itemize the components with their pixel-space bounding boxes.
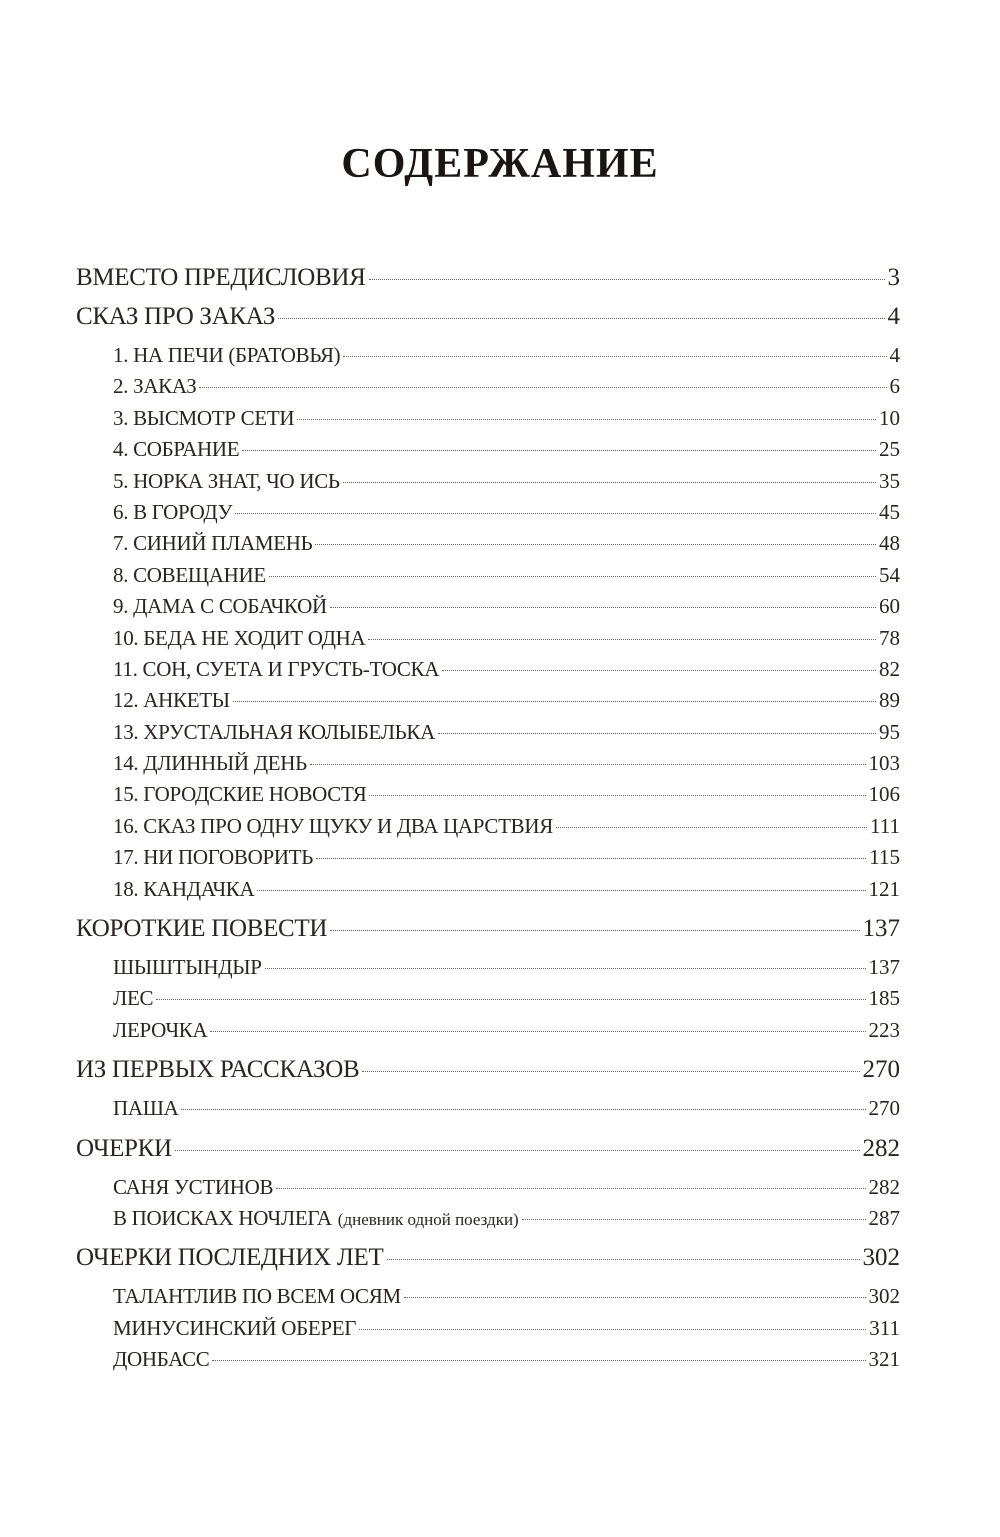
entry-page-number: 35 (879, 468, 900, 493)
entry-title: 11. СОН, СУЕТА И ГРУСТЬ-ТОСКА (113, 656, 440, 681)
entry-page-number: 54 (879, 562, 900, 587)
entry-page-number: 115 (869, 845, 900, 870)
entry-title: ТАЛАНТЛИВ ПО ВСЕМ ОСЯМ (113, 1284, 401, 1309)
entry-page-number: 3 (887, 264, 900, 291)
entry-page-number: 302 (868, 1284, 900, 1309)
dot-leader (175, 1150, 860, 1151)
entry-title: 3. ВЫСМОТР СЕТИ (113, 405, 295, 430)
toc-chapter-entry (76, 983, 900, 1014)
entry-page-number: 137 (868, 955, 900, 980)
toc-chapter-entry (76, 1344, 900, 1375)
dot-leader (210, 1031, 865, 1032)
toc-chapter-entry (76, 779, 900, 810)
entry-page-number: 121 (868, 876, 900, 901)
entry-title: 10. БЕДА НЕ ХОДИТ ОДНА (113, 625, 366, 650)
dot-leader (359, 1329, 866, 1330)
entry-title: ОЧЕРКИ ПОСЛЕДНИХ ЛЕТ (76, 1244, 384, 1272)
dot-leader (269, 576, 876, 577)
toc-chapter-entry (76, 623, 900, 654)
entry-page-number: 6 (889, 374, 900, 399)
dot-leader (233, 701, 876, 702)
dot-leader (404, 1297, 866, 1298)
toc-chapter-entry (76, 1203, 900, 1234)
dot-leader (343, 356, 886, 357)
toc-chapter-entry (76, 403, 900, 434)
entry-title: ЛЕРОЧКА (113, 1017, 208, 1042)
toc-chapter-entry (76, 748, 900, 779)
entry-title: 8. СОВЕЩАНИЕ (113, 562, 266, 587)
entry-title: ШЫШТЫНДЫР (113, 955, 262, 980)
entry-page-number: 270 (868, 1096, 900, 1121)
toc-chapter-entry (76, 654, 900, 685)
dot-leader (278, 318, 884, 319)
entry-title: 9. ДАМА С СОБАЧКОЙ (113, 594, 327, 619)
toc-section-entry (76, 1242, 900, 1273)
entry-title: ДОНБАСС (113, 1347, 210, 1372)
dot-leader (199, 387, 886, 388)
entry-title: 16. СКАЗ ПРО ОДНУ ЩУКУ И ДВА ЦАРСТВИЯ (113, 813, 553, 838)
entry-page-number: 4 (889, 343, 900, 367)
dot-leader (181, 1109, 865, 1110)
entry-title: 4. СОБРАНИЕ (113, 437, 240, 462)
entry-page-number: 82 (879, 656, 900, 681)
toc-chapter-entry (76, 1093, 900, 1124)
toc-chapter-entry (76, 842, 900, 873)
toc-chapter-entry (76, 1281, 900, 1312)
entry-page-number: 78 (879, 625, 900, 650)
dot-leader (438, 733, 876, 734)
entry-title: МИНУСИНСКИЙ ОБЕРЕГ (113, 1315, 357, 1340)
dot-leader (242, 450, 876, 451)
toc-chapter-entry (76, 1015, 900, 1046)
toc-chapter-entry (76, 1172, 900, 1203)
dot-leader (362, 1071, 859, 1072)
dot-leader (369, 279, 885, 280)
entry-title: 5. НОРКА ЗНАТ, ЧО ИСЬ (113, 468, 340, 493)
toc-section-entry (76, 262, 900, 293)
entry-title: 18. КАНДАЧКА (113, 876, 255, 901)
entry-page-number: 185 (868, 986, 900, 1011)
entry-page-number: 302 (862, 1244, 900, 1272)
entry-page-number: 103 (868, 751, 900, 776)
entry-page-number: 48 (879, 531, 900, 556)
dot-leader (315, 544, 876, 545)
entry-page-number: 95 (879, 719, 900, 744)
dot-leader (276, 1188, 865, 1189)
entry-page-number: 111 (870, 813, 900, 838)
dot-leader (297, 419, 876, 420)
toc-chapter-entry (76, 1313, 900, 1344)
toc-chapter-entry (76, 497, 900, 528)
toc-section-entry (76, 1054, 900, 1085)
entry-title: ВМЕСТО ПРЕДИСЛОВИЯ (76, 264, 366, 291)
entry-title: САНЯ УСТИНОВ (113, 1174, 274, 1199)
entry-note: (дневник одной поездки) (337, 1209, 519, 1229)
entry-title: ЛЕС (113, 986, 154, 1011)
entry-title: СКАЗ ПРО ЗАКАЗ (76, 303, 276, 330)
dot-leader (212, 1360, 865, 1361)
entry-page-number: 25 (879, 437, 900, 462)
entry-page-number: 282 (868, 1174, 900, 1199)
entry-title: 7. СИНИЙ ПЛАМЕНЬ (113, 531, 313, 556)
dot-leader (257, 890, 865, 891)
entry-page-number: 321 (868, 1347, 900, 1372)
dot-leader (556, 827, 867, 828)
entry-page-number: 223 (868, 1017, 900, 1042)
page-title: СОДЕРЖАНИЕ (341, 141, 659, 187)
toc-chapter-entry (76, 340, 900, 371)
entry-page-number: 270 (862, 1056, 900, 1084)
entry-page-number: 10 (879, 405, 900, 430)
entry-title: 12. АНКЕТЫ (113, 688, 230, 713)
dot-leader (387, 1259, 860, 1260)
entry-title: ИЗ ПЕРВЫХ РАССКАЗОВ (76, 1056, 360, 1084)
dot-leader (156, 999, 865, 1000)
toc-chapter-entry (76, 560, 900, 591)
dot-leader (368, 639, 876, 640)
toc-section-entry (76, 1133, 900, 1164)
toc-chapter-entry (76, 371, 900, 402)
toc-chapter-entry (76, 874, 900, 905)
toc-chapter-entry (76, 591, 900, 622)
toc-chapter-entry (76, 811, 900, 842)
toc-chapter-entry (76, 434, 900, 465)
dot-leader (369, 795, 865, 796)
entry-title: 14. ДЛИННЫЙ ДЕНЬ (113, 751, 307, 776)
dot-leader (235, 513, 876, 514)
entry-title: 2. ЗАКАЗ (113, 374, 197, 399)
entry-title: 6. В ГОРОДУ (113, 499, 233, 524)
entry-title: В ПОИСКАХ НОЧЛЕГА (113, 1205, 332, 1230)
dot-leader (310, 764, 866, 765)
entry-title: КОРОТКИЕ ПОВЕСТИ (76, 915, 328, 943)
dot-leader (330, 930, 859, 931)
entry-page-number: 137 (862, 915, 900, 943)
toc-chapter-entry (76, 685, 900, 716)
dot-leader (522, 1219, 866, 1220)
entry-title: ПАША (113, 1096, 179, 1121)
entry-page-number: 282 (862, 1134, 900, 1162)
toc-chapter-entry (76, 717, 900, 748)
entry-page-number: 89 (879, 688, 900, 713)
entry-title: ОЧЕРКИ (76, 1134, 172, 1162)
entry-title: 13. ХРУСТАЛЬНАЯ КОЛЫБЕЛЬКА (113, 719, 435, 744)
toc-section-entry (76, 913, 900, 944)
dot-leader (343, 482, 876, 483)
dot-leader (442, 670, 876, 671)
entry-title: 15. ГОРОДСКИЕ НОВОСТЯ (113, 782, 367, 807)
dot-leader (265, 968, 866, 969)
entry-page-number: 106 (868, 782, 900, 807)
entry-title: 1. НА ПЕЧИ (БРАТОВЬЯ) (113, 343, 341, 367)
entry-page-number: 311 (869, 1315, 900, 1340)
toc-chapter-entry (76, 466, 900, 497)
entry-page-number: 60 (879, 594, 900, 619)
entry-page-number: 45 (879, 499, 900, 524)
dot-leader (330, 607, 876, 608)
toc-section-entry (76, 301, 900, 332)
entry-page-number: 4 (887, 303, 900, 330)
table-of-contents (76, 262, 900, 1376)
entry-title: 17. НИ ПОГОВОРИТЬ (113, 845, 313, 870)
toc-chapter-entry (76, 528, 900, 559)
entry-page-number: 287 (868, 1205, 900, 1230)
toc-chapter-entry (76, 952, 900, 983)
dot-leader (316, 858, 866, 859)
